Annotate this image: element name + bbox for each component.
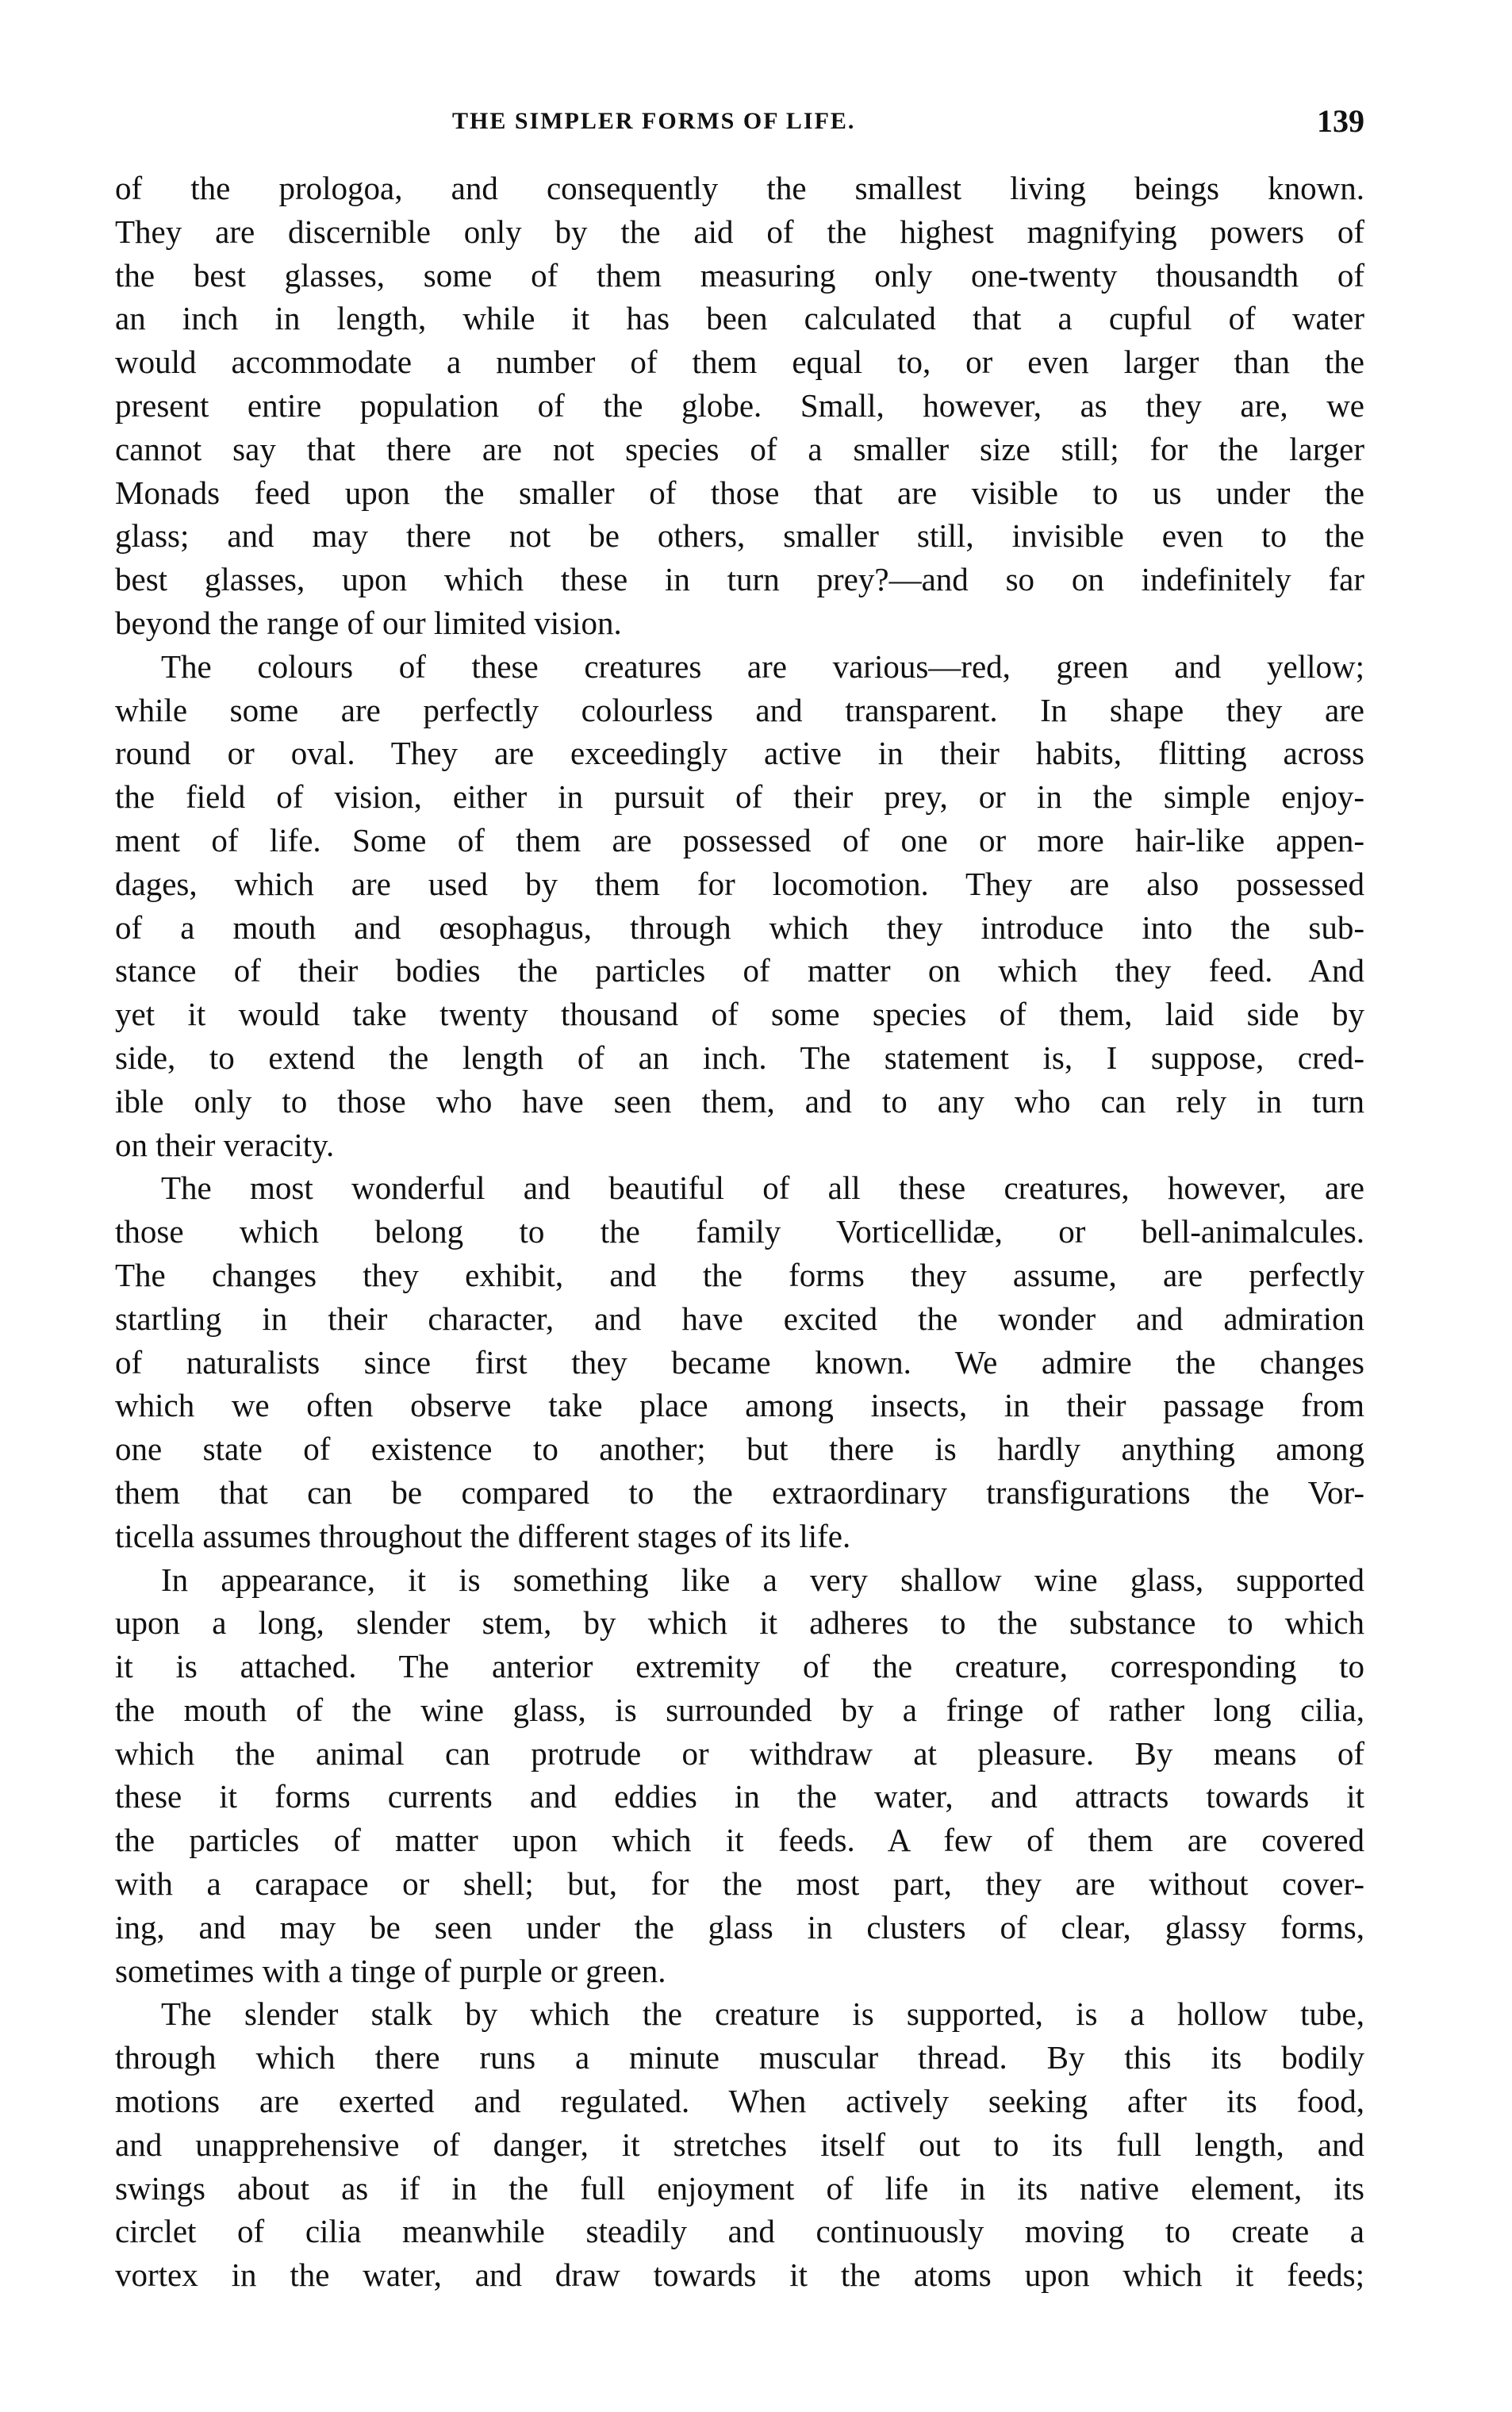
text-line: it is attached. The anterior extremity of the creature, corresponding to <box>115 1648 1364 1685</box>
text-line: ing, and may be seen under the glass in clusters of clear, glassy forms, <box>115 1908 1364 1945</box>
text-line: circlet of cilia meanwhile steadily and continuously moving to create a <box>115 2213 1364 2250</box>
running-head <box>119 102 1364 141</box>
paragraph-first-line: The most wonderful and beautiful of all these creatures, however, are <box>161 1170 1364 1207</box>
text-line: startling in their character, and have excited the wonder and admiration <box>115 1300 1364 1337</box>
text-line: yet it would take twenty thousand of some species of them, laid side by <box>115 996 1364 1033</box>
paragraph-first-line: In appearance, it is something like a very shallow wine glass, supported <box>161 1561 1364 1598</box>
text-line: dages, which are used by them for locomotion. They are also possessed <box>115 865 1364 902</box>
text-line: ticella assumes throughout the different stages of its life. <box>115 1517 851 1554</box>
text-line: of the prologoa, and consequently the smallest living beings known. <box>115 170 1364 206</box>
text-line: swings about as if in the full enjoyment of life in its native element, its <box>115 2169 1364 2207</box>
running-title: THE SIMPLER FORMS OF LIFE. <box>452 108 856 134</box>
paragraph-first-line: The colours of these creatures are various—red, green and yellow; <box>161 647 1364 685</box>
text-line: of naturalists since first they became known. We admire the changes <box>115 1343 1364 1381</box>
paragraph-first-line: The slender stalk by which the creature is supported, is a hollow tube, <box>161 1995 1364 2033</box>
text-line: and unapprehensive of danger, it stretches itself out to its full length, and <box>115 2126 1364 2163</box>
text-line: round or oval. They are exceedingly active in their habits, flitting across <box>115 735 1364 772</box>
text-line: Monads feed upon the smaller of those that are visible to us under the <box>115 474 1364 511</box>
text-line: ment of life. Some of them are possessed of one or more hair-like appen- <box>115 821 1364 858</box>
text-line: motions are exerted and regulated. When actively seeking after its food, <box>115 2083 1364 2120</box>
text-line: vortex in the water, and draw towards it the atoms upon which it feeds; <box>115 2256 1364 2294</box>
text-line: would accommodate a number of them equal to, or even larger than the <box>115 344 1364 381</box>
text-line: glass; and may there not be others, smaller still, invisible even to the <box>115 517 1364 555</box>
text-line: sometimes with a tinge of purple or green. <box>115 1952 666 1989</box>
text-line: them that can be compared to the extraordinary transfigurations the Vor- <box>115 1473 1364 1511</box>
text-line: the particles of matter upon which it feeds. A few of them are covered <box>115 1822 1364 1859</box>
text-line: on their veracity. <box>115 1126 335 1163</box>
text-line: upon a long, slender stem, by which it adheres to the substance to which <box>115 1604 1364 1642</box>
text-line: They are discernible only by the aid of the highest magnifying powers of <box>115 213 1364 250</box>
text-line: an inch in length, while it has been calculated that a cupful of water <box>115 300 1364 337</box>
text-line: of a mouth and œsophagus, through which they introduce into the sub- <box>115 908 1364 946</box>
text-line: The changes they exhibit, and the forms they assume, are perfectly <box>115 1256 1364 1293</box>
text-line: beyond the range of our limited vision. <box>115 604 622 641</box>
text-line: one state of existence to another; but there is hardly anything among <box>115 1431 1364 1468</box>
text-line: these it forms currents and eddies in the water, and attracts towards it <box>115 1778 1364 1815</box>
text-line: the mouth of the wine glass, is surrounded by a fringe of rather long cilia, <box>115 1691 1364 1728</box>
text-line: ible only to those who have seen them, and to any who can rely in turn <box>115 1082 1364 1120</box>
text-line: with a carapace or shell; but, for the most part, they are without cover- <box>115 1865 1364 1903</box>
text-line: while some are perfectly colourless and transparent. In shape they are <box>115 691 1364 728</box>
text-line: which the animal can protrude or withdraw at pleasure. By means of <box>115 1734 1364 1772</box>
text-line: cannot say that there are not species of a smaller size still; for the larger <box>115 430 1364 467</box>
text-line: which we often observe take place among insects, in their passage from <box>115 1387 1364 1424</box>
text-line: through which there runs a minute muscular thread. By this its bodily <box>115 2039 1364 2076</box>
text-line: side, to extend the length of an inch. The statement is, I suppose, cred- <box>115 1039 1364 1076</box>
text-line: those which belong to the family Vorticellidæ, or bell-animalcules. <box>115 1213 1364 1250</box>
text-line: the best glasses, some of them measuring only one-twenty thousandth of <box>115 256 1364 294</box>
text-line: present entire population of the globe. Small, however, as they are, we <box>115 386 1364 424</box>
text-line: stance of their bodies the particles of matter on which they feed. And <box>115 952 1364 989</box>
page-number: 139 <box>1317 103 1364 139</box>
body-text <box>115 167 1364 2297</box>
text-line: best glasses, upon which these in turn prey?—and so on indefinitely far <box>115 561 1364 598</box>
text-line: the field of vision, either in pursuit of their prey, or in the simple enjoy- <box>115 778 1364 816</box>
